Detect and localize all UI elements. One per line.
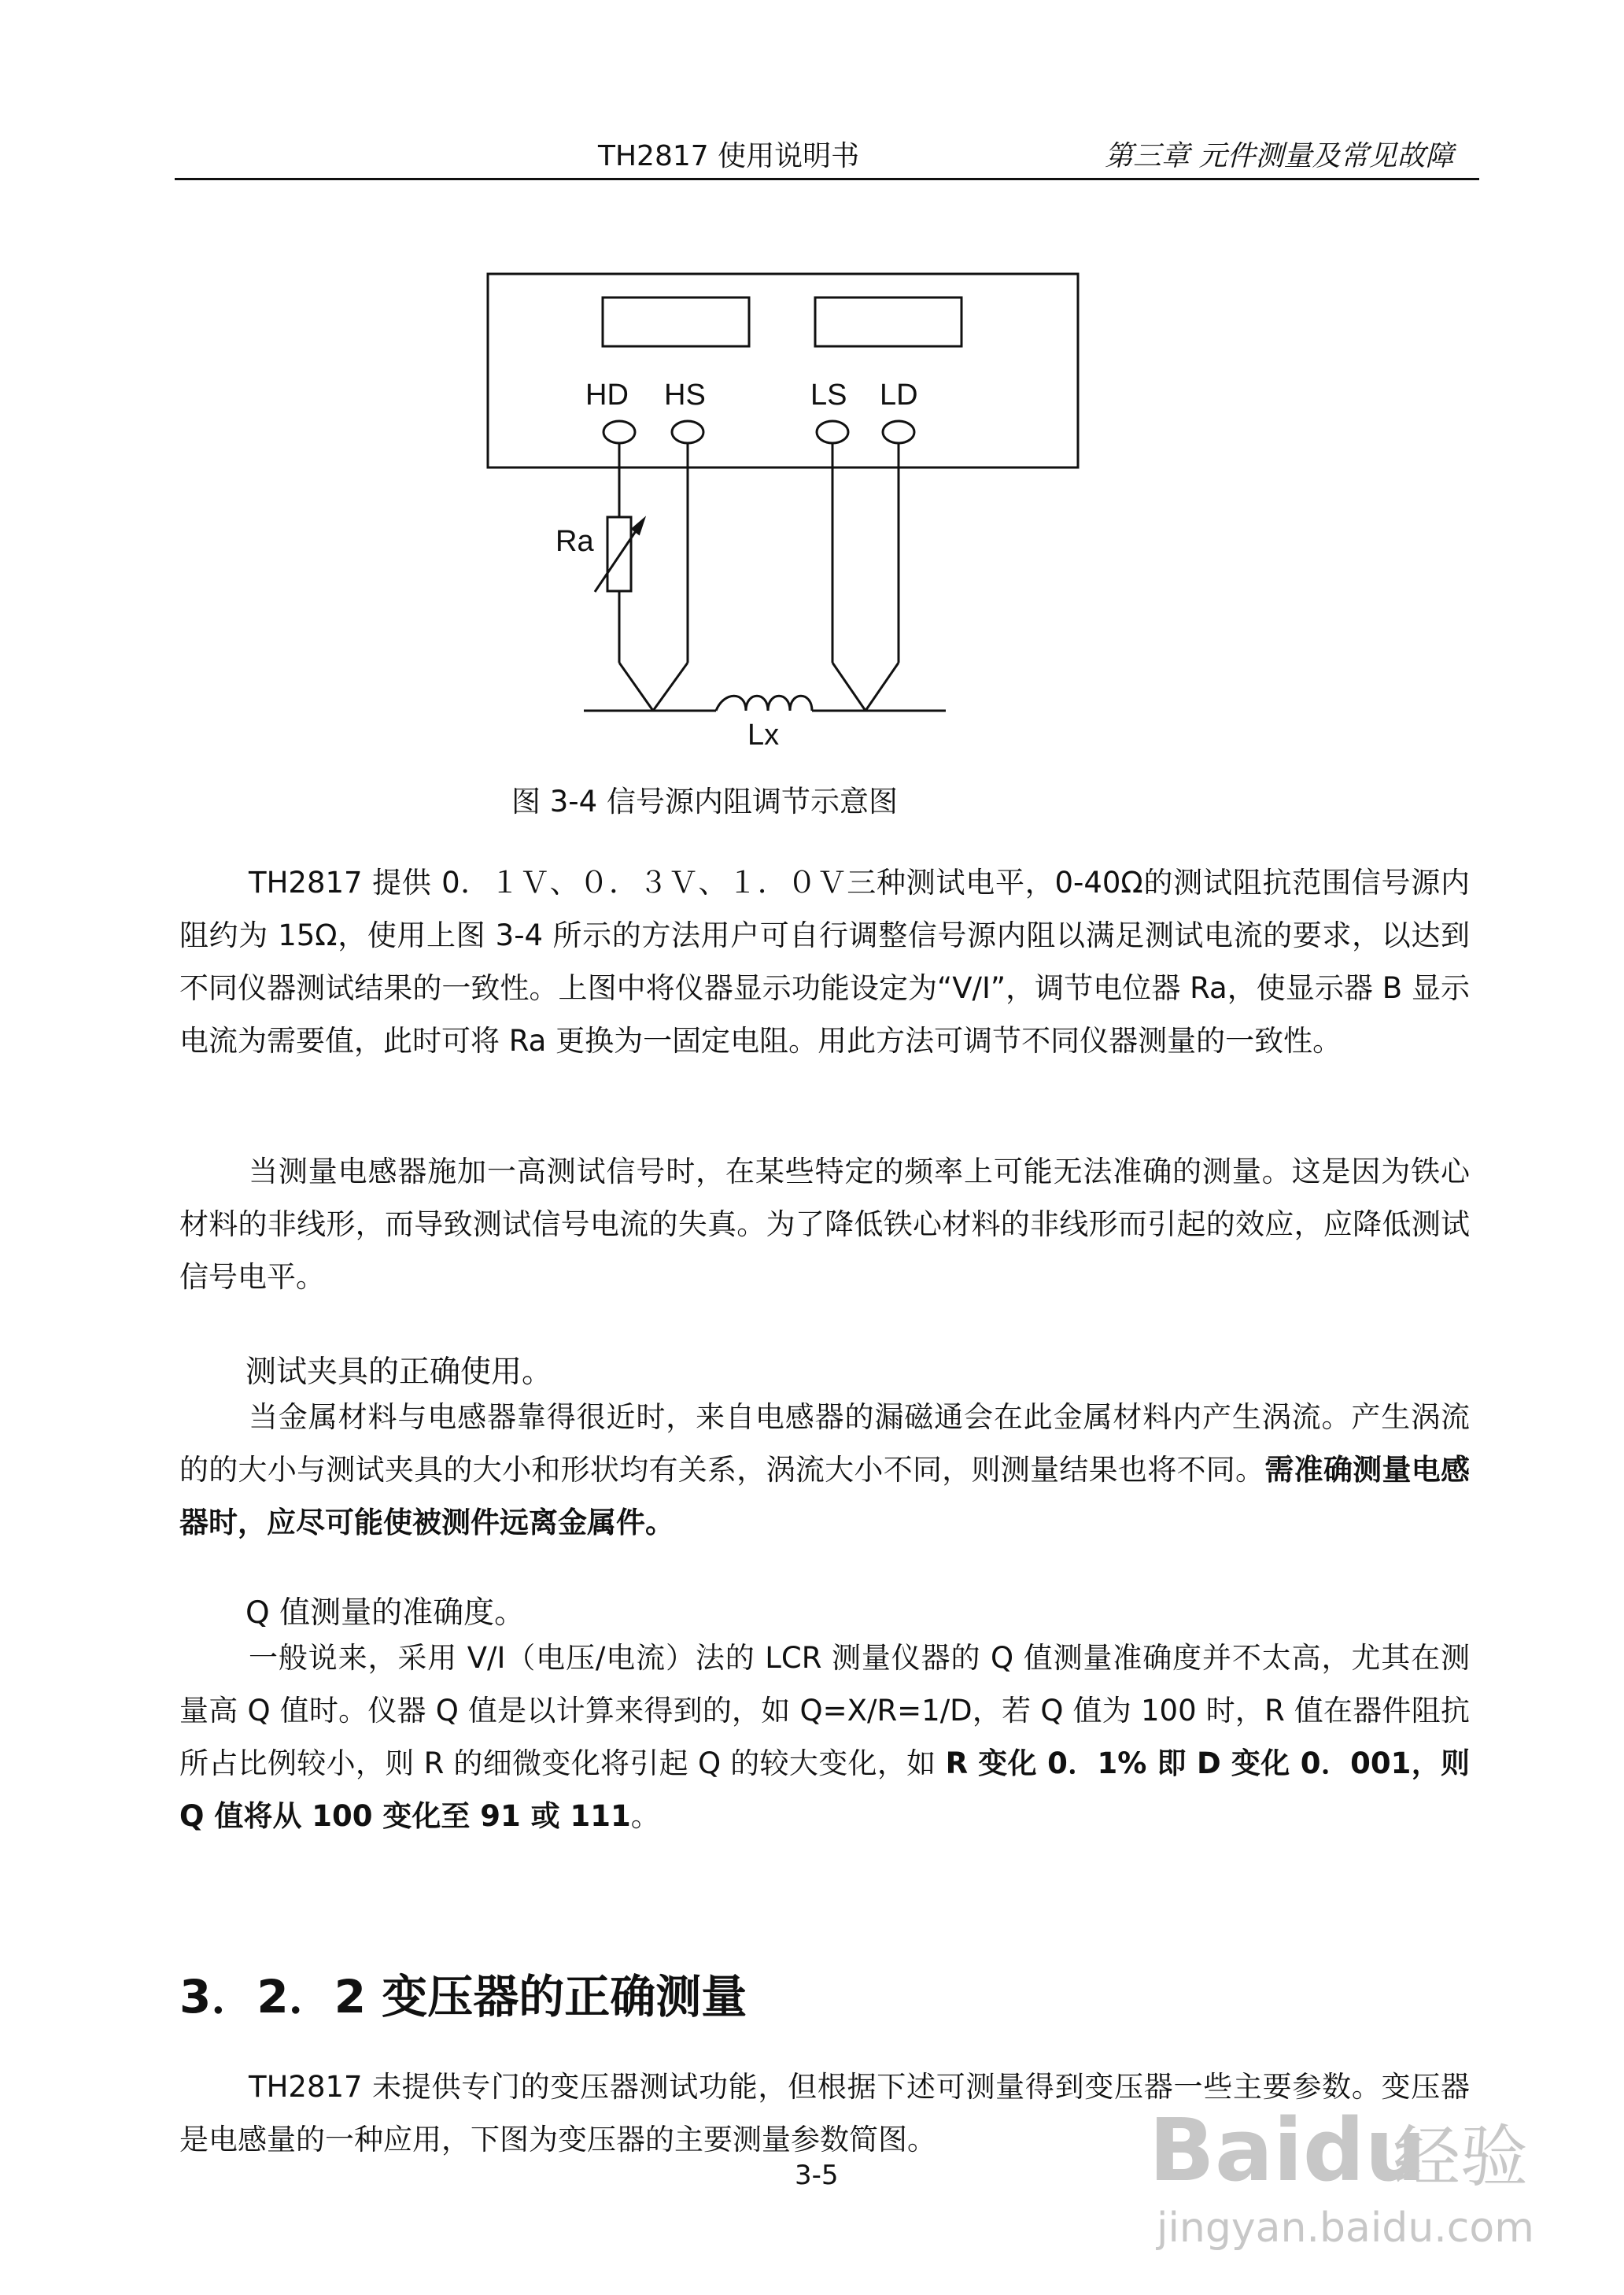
watermark-url: jingyan.baidu.com (1157, 2204, 1534, 2252)
section-heading: 3．2．2 变压器的正确测量 (179, 1970, 747, 2023)
subheading-q-accuracy: Q 值测量的准确度。 (245, 1595, 526, 1631)
label-ls: LS (810, 379, 847, 412)
q-body-end: 。 (630, 1799, 660, 1833)
paragraph-test-levels: TH2817 提供 0．１Ｖ、０．３Ｖ、１．０Ｖ三种测试电平，0-40Ω的测试阻抗范围信号源内阻约为 15Ω，使用上图 3-4 所示的方法用户可自行调整信号源内阻以满足测试电流的要求，以达到不同仪器测试结果的一致性。上图中将仪器显示功能设定为“V/I”，调节电位器 Ra，使显示器 B 显示电流为需要值，此时可将 Ra 更换为一固定电阻。用此方法可调节不同仪器测量的一致性。 (179, 866, 1470, 1058)
q-body-emphasis: R 变化 0．1% 即 D 变化 0．001，则 Q 值将从 100 变化至 91 或 111 (179, 1746, 1471, 1833)
watermark-brand: Baidu (1149, 2100, 1427, 2201)
fixture-body-emphasis: 需准确测量电感器时，应尽可能使被测件远离金属件。 (179, 1453, 1471, 1539)
label-hs: HS (664, 379, 706, 412)
inductor-lx (716, 696, 812, 711)
label-hd: HD (585, 379, 629, 412)
q-body-text: 一般说来，采用 V/I（电压/电流）法的 LCR 测量仪器的 Q 值测量准确度并不太高，尤其在测量高 Q 值时。仪器 Q 值是以计算来得到的，如 Q=X/R=1/D，若 Q 值为 100 时，R 值在器件阻抗所占比例较小，则 R 的细微变化将引起 Q 的较大变化，如 (179, 1641, 1470, 1780)
terminal-ls (817, 421, 848, 443)
page-number: 3-5 (795, 2160, 839, 2191)
subheading-fixture: 测试夹具的正确使用。 (245, 1354, 553, 1390)
baidu-watermark-logo (1133, 2062, 1574, 2267)
display-a (603, 298, 749, 346)
terminal-hd (603, 421, 635, 443)
running-header-chapter: 第三章 元件测量及常见故障 (1105, 140, 1454, 172)
fixture-body-text: 当金属材料与电感器靠得很近时，来自电感器的漏磁通会在此金属材料内产生涡流。产生涡流的的大小与测试夹具的大小和形状均有关系，涡流大小不同，则测量结果也将不同。 (179, 1400, 1470, 1487)
paragraph-q-accuracy (179, 1632, 1470, 1842)
figure-caption: 图 3-4 信号源内阻调节示意图 (511, 785, 898, 819)
running-header-title: TH2817 使用说明书 (598, 140, 860, 172)
circuit-diagram (0, 0, 1624, 787)
paragraph-nonlinearity: 当测量电感器施加一高测试信号时，在某些特定的频率上可能无法准确的测量。这是因为铁心材料的非线形，而导致测试信号电流的失真。为了降低铁心材料的非线形而引起的效应，应降低测试信号电平。 (179, 1155, 1470, 1294)
paragraph-fixture (179, 1391, 1470, 1549)
terminal-ld (883, 421, 914, 443)
instrument-box (488, 274, 1078, 468)
paragraph-transformer: TH2817 未提供专门的变压器测试功能，但根据下述可测量得到变压器一些主要参数。变压器是电感量的一种应用，下图为变压器的主要测量参数简图。 (179, 2070, 1470, 2156)
label-ld: LD (880, 379, 918, 412)
watermark-suffix: 经验 (1393, 2118, 1528, 2197)
terminal-hs (672, 421, 703, 443)
label-lx: Lx (747, 719, 780, 752)
label-ra: Ra (555, 525, 594, 558)
display-b (815, 298, 961, 346)
